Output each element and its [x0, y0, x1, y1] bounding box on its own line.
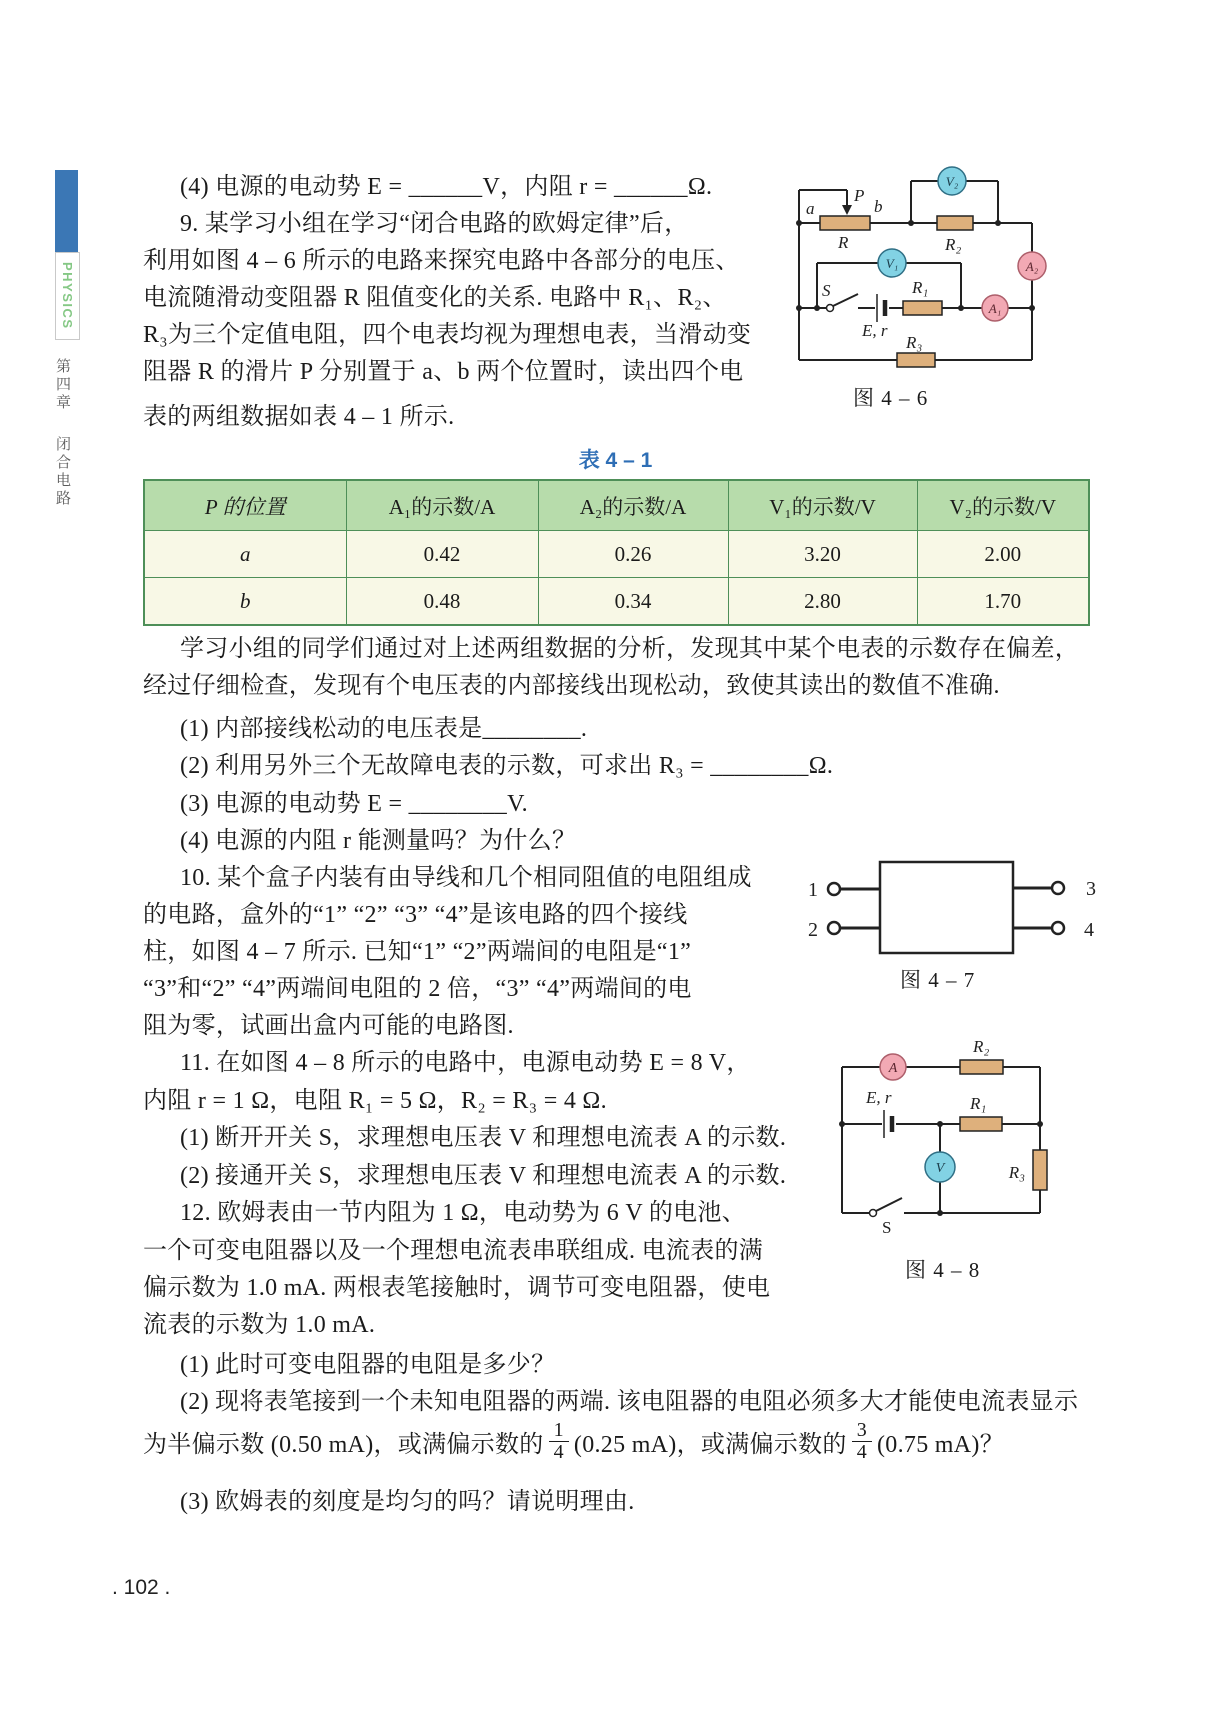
fraction-denominator: 4: [856, 1441, 868, 1463]
q9-line-4: R₃为三个定值电阻，四个电表均视为理想电表，当滑动变: [143, 322, 752, 348]
q12-item-2-continued: [143, 1420, 1004, 1463]
q9-line-2: 利用如图 4 – 6 所示的电路来探究电路中各部分的电压、: [143, 248, 740, 274]
q10-line-1: 10. 某个盒子内装有由导线和几个相同阻值的电阻组成: [180, 865, 752, 891]
fraction-one-quarter: [549, 1420, 569, 1463]
fraction-denominator: 4: [553, 1441, 564, 1463]
q9-item-4: (4) 电源的内阻 r 能测量吗？为什么？: [180, 828, 577, 854]
resistor-r2: [960, 1060, 1003, 1074]
resistor-r3: [1033, 1150, 1047, 1190]
terminal-4: [1052, 922, 1064, 934]
fig48-meter-v-label: V: [935, 1161, 945, 1176]
q12-line-4: 流表的示数为 1.0 mA.: [143, 1312, 376, 1338]
fig46-label-s: S: [822, 281, 831, 300]
fig46-label-p: P: [854, 186, 865, 205]
frac-line-seg-2: (0.25 mA)，或满偏示数的: [573, 1432, 847, 1458]
fig46-slider-arrow: [842, 205, 852, 215]
fig46-meter-a2-label: A₂: [1025, 259, 1039, 274]
sidebar-chapter: 第四章: [54, 358, 70, 412]
fig48-label-r2: R₂: [973, 1037, 990, 1056]
para-line-2: 经过仔细检查，发现有个电压表的内部接线出现松动，致使其读出的数值不准确.: [143, 673, 1000, 699]
q8-item-4: (4) 电源的电动势 E = ______V，内阻 r = ______Ω.: [180, 174, 713, 200]
q9-item-2: (2) 利用另外三个无故障电表的示数，可求出 R₃ = ________Ω.: [180, 753, 834, 779]
switch-s-contact: [827, 305, 834, 312]
q11-line-1: 11. 在如图 4 – 8 所示的电路中，电源电动势 E = 8 V，: [180, 1050, 751, 1076]
rheostat-r: [820, 216, 870, 230]
table-cell: a: [144, 531, 346, 578]
fig46-label-r2: R₂: [945, 235, 962, 254]
para-line-1: 学习小组的同学们通过对上述两组数据的分析，发现其中某个电表的示数存在偏差，: [180, 636, 1080, 662]
fig47-caption: 图 4 – 7: [900, 968, 976, 992]
q9-line-6: 表的两组数据如表 4 – 1 所示.: [143, 404, 455, 430]
resistor-r3: [897, 353, 935, 367]
q11-line-2: 内阻 r = 1 Ω，电阻 R₁ = 5 Ω，R₂ = R₃ = 4 Ω.: [143, 1088, 607, 1114]
table-cell: 3.20: [728, 531, 917, 578]
fig46-label-r1: R₁: [912, 278, 929, 297]
table-cell: 0.48: [346, 578, 538, 626]
fig46-switch-blade: [833, 294, 858, 306]
page-number: . 102 .: [112, 1576, 171, 1599]
q10-line-5: 阻为零，试画出盒内可能的电路图.: [143, 1013, 514, 1039]
fraction-numerator: 3: [852, 1420, 872, 1442]
fig46-meter-letters: [886, 174, 1039, 316]
table-header-row: [144, 480, 1089, 531]
table-cell: b: [144, 578, 346, 626]
fig46-meter-a1-label: A₁: [988, 301, 1002, 316]
figure-4-8-circuit: [818, 1035, 1083, 1250]
q10-line-2: 的电路，盒外的“1” “2” “3” “4”是该电路的四个接线: [143, 902, 688, 928]
q12-line-2: 一个可变电阻器以及一个理想电流表串联组成. 电流表的满: [143, 1238, 764, 1264]
fig48-switch-blade: [876, 1198, 902, 1211]
fraction-numerator: 1: [549, 1420, 569, 1442]
table-row-b: [144, 578, 1089, 626]
fig46-caption: 图 4 – 6: [853, 386, 929, 410]
q12-item-1: (1) 此时可变电阻器的电阻是多少？: [180, 1352, 556, 1378]
figure-4-7-box: [790, 852, 1110, 960]
table-4-1-wrap: [143, 479, 1088, 626]
terminal-2: [828, 922, 840, 934]
table-header-cell: P 的位置: [144, 480, 346, 531]
terminal-1: [828, 883, 840, 895]
q12-line-1: 12. 欧姆表由一节内阻为 1 Ω，电动势为 6 V 的电池、: [180, 1200, 747, 1226]
fig47-label-4: 4: [1084, 919, 1094, 941]
table-cell: 2.00: [917, 531, 1089, 578]
terminal-3: [1052, 882, 1064, 894]
sidebar-brand: PHYSICS: [55, 252, 80, 340]
fig47-label-1: 1: [808, 879, 818, 901]
table-cell: 1.70: [917, 578, 1089, 626]
table-title: 表 4 – 1: [578, 449, 653, 472]
table-row-a: [144, 531, 1089, 578]
q9-line-5: 阻器 R 的滑片 P 分别置于 a、b 两个位置时，读出四个电: [143, 359, 744, 385]
q11-item-2: (2) 接通开关 S，求理想电压表 V 和理想电流表 A 的示数.: [180, 1163, 787, 1189]
q11-item-1: (1) 断开开关 S，求理想电压表 V 和理想电流表 A 的示数.: [180, 1125, 787, 1151]
q10-line-4: “3”和“2” “4”两端间电阻的 2 倍，“3” “4”两端间的电: [143, 976, 692, 1002]
q10-line-3: 柱，如图 4 – 7 所示. 已知“1” “2”两端间的电阻是“1”: [143, 939, 692, 965]
table-header-cell: A₁的示数/A: [346, 480, 538, 531]
fig46-meter-v2-label: V₂: [945, 174, 959, 189]
table-header-cell: V₁的示数/V: [728, 480, 917, 531]
q12-item-3: (3) 欧姆表的刻度是均匀的吗？请说明理由.: [180, 1489, 635, 1515]
fig47-wires: [840, 888, 1052, 928]
fig47-label-3: 3: [1086, 878, 1096, 900]
fig48-meter-a-label: A: [888, 1061, 898, 1076]
frac-line-seg-3: (0.75 mA)？: [877, 1432, 1004, 1458]
fig46-label-er: E, r: [862, 321, 888, 340]
data-table: [143, 479, 1090, 626]
resistor-r2: [937, 216, 973, 230]
q12-line-3: 偏示数为 1.0 mA. 两根表笔接触时，调节可变电阻器，使电: [143, 1275, 771, 1301]
fraction-three-quarters: [852, 1420, 872, 1463]
sidebar-chapter-title: 闭合电路: [54, 436, 70, 508]
table-cell: 2.80: [728, 578, 917, 626]
fig46-label-a: a: [806, 199, 815, 218]
fig46-label-r: R: [838, 233, 849, 252]
fig48-battery-symbol: [884, 1110, 892, 1138]
q12-item-2: (2) 现将表笔接到一个未知电阻器的两端. 该电阻器的电阻必须多大才能使电流表显示: [180, 1389, 1079, 1415]
fig47-box: [880, 862, 1013, 953]
q9-line-3: 电流随滑动变阻器 R 阻值变化的关系. 电路中 R₁、R₂、: [143, 285, 727, 311]
switch-s-contact: [870, 1210, 877, 1217]
fig48-label-s: S: [882, 1218, 892, 1237]
sidebar-accent-bar: [55, 170, 78, 252]
resistor-r1: [960, 1117, 1002, 1131]
fig48-caption: 图 4 – 8: [905, 1258, 981, 1282]
table-cell: 0.34: [538, 578, 728, 626]
table-header-cell: A₂的示数/A: [538, 480, 728, 531]
fig48-label-r3: R₃: [1008, 1163, 1025, 1182]
fig48-label-er: E, r: [866, 1088, 892, 1107]
frac-line-seg-1: 为半偏示数 (0.50 mA)，或满偏示数的: [143, 1432, 544, 1458]
fig47-label-2: 2: [808, 919, 818, 941]
table-header-cell: V₂的示数/V: [917, 480, 1089, 531]
table-cell: 0.42: [346, 531, 538, 578]
figure-4-6-circuit: [770, 148, 1100, 378]
fig46-meter-v1-label: V₁: [885, 256, 899, 271]
fig48-label-r1: R₁: [970, 1094, 987, 1113]
q9-item-1: (1) 内部接线松动的电压表是________.: [180, 716, 588, 742]
resistor-r1: [903, 301, 942, 315]
q9-line-1: 9. 某学习小组在学习“闭合电路的欧姆定律”后，: [180, 211, 689, 237]
fig46-label-r3: R₃: [906, 333, 923, 352]
battery-symbol: [877, 294, 885, 322]
q9-item-3: (3) 电源的电动势 E = ________V.: [180, 791, 528, 817]
table-cell: 0.26: [538, 531, 728, 578]
fig46-label-b: b: [874, 197, 883, 216]
